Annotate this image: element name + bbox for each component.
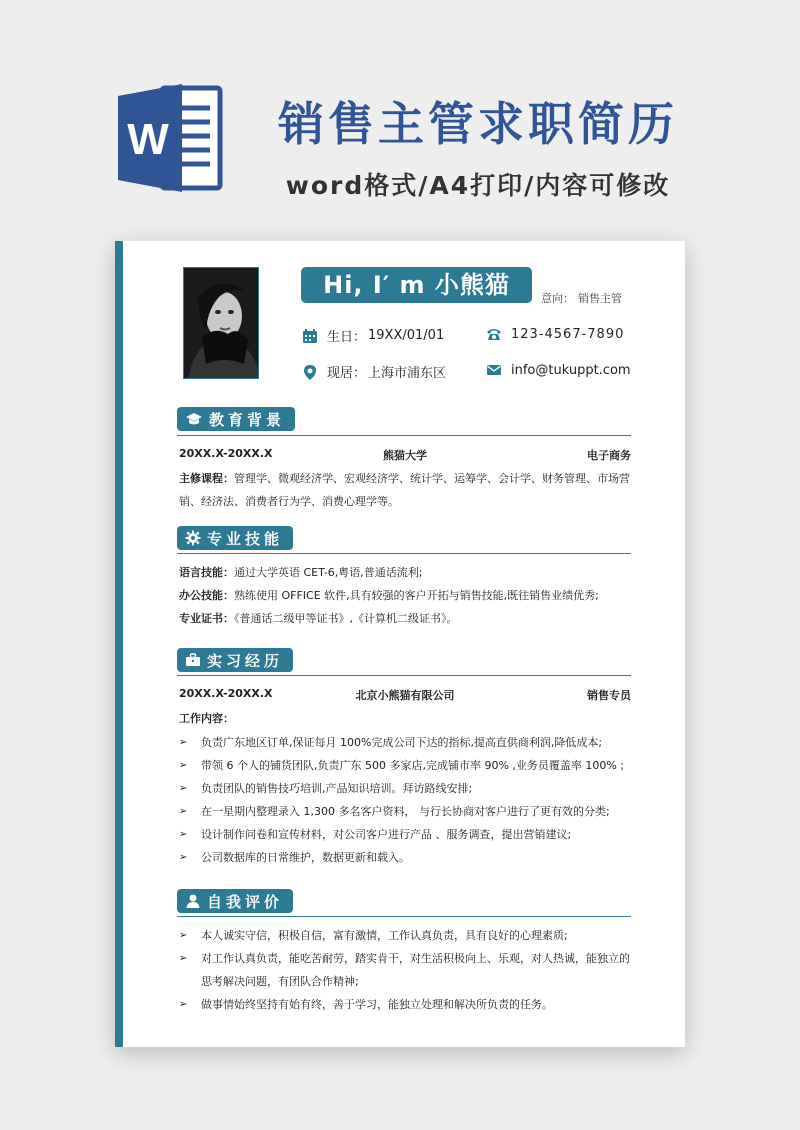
bullet-text: 在一星期内整理录入 1,300 多名客户资料， 与行长协商对客户进行了更有效的分类;: [201, 805, 610, 818]
greeting-name: Hi, I′ m 小熊猫: [301, 267, 532, 303]
phone-info: [486, 326, 624, 342]
list-item: ➢ 公司数据库的日常维护，数据更新和载入。: [179, 846, 635, 869]
education-major: 电子商务: [587, 449, 631, 462]
birth-label: 生日：: [327, 330, 367, 345]
skill-label: 专业证书：: [179, 612, 234, 625]
education-period: 20XX.X-20XX.X: [179, 447, 273, 460]
bullet-text: 带领 6 个人的铺货团队,负责广东 500 多家店,完成铺市率 90% ,业务员覆盖率 100% ;: [201, 759, 625, 772]
internship-title: 实习经历: [207, 651, 284, 670]
evaluation-bullets: [179, 924, 635, 1016]
internship-position: 销售专员: [587, 689, 631, 702]
birth-info: [302, 326, 444, 345]
skill-label: 办公技能：: [179, 589, 234, 602]
skills-heading: [177, 526, 293, 550]
skill-certificate: [179, 607, 631, 630]
bullet-text: 负责广东地区订单,保证每月 100%完成公司下达的指标,提高直供商利润,降低成本;: [201, 736, 603, 749]
bullet-text: 本人诚实守信，积极自信，富有激情，工作认真负责，具有良好的心理素质;: [201, 929, 568, 942]
intent-value: 销售主管: [578, 292, 622, 305]
skill-text: 《普通话二级甲等证书》,《计算机二级证书》。: [234, 612, 458, 625]
list-item: ➢ 带领 6 个人的铺货团队,负责广东 500 多家店,完成铺市率 90% ,业务员覆盖率 100% ;: [179, 754, 635, 777]
skill-language: [179, 561, 631, 584]
phone-value: 123-4567-7890: [511, 326, 625, 342]
bullet-text: 公司数据库的日常维护，数据更新和载入。: [201, 851, 410, 864]
phone-icon: [486, 326, 502, 342]
list-item: ➢ 做事情始终坚持有始有终，善于学习，能独立处理和解决所负责的任务。: [179, 993, 635, 1016]
education-divider: [177, 435, 631, 436]
education-row: [179, 447, 631, 463]
email-value: info@tukuppt.com: [511, 362, 631, 378]
courses-label: 主修课程：: [179, 472, 234, 485]
internship-bullets: [179, 731, 635, 869]
calendar-icon: [302, 328, 318, 344]
evaluation-title: 自我评价: [207, 892, 284, 911]
list-item: ➢ 负责团队的销售技巧培训,产品知识培训。拜访路线安排;: [179, 777, 635, 800]
internship-heading: [177, 648, 293, 672]
resume-page: [115, 241, 685, 1047]
location-label: 现居：: [327, 366, 367, 381]
skill-text: 通过大学英语 CET-6,粤语,普通话流利;: [234, 566, 423, 579]
education-school: 熊猫大学: [383, 449, 427, 462]
job-intent: [541, 290, 622, 306]
gear-icon: [185, 530, 201, 546]
list-item: ➢ 设计制作问卷和宣传材料，对公司客户进行产品 、服务调查，提出营销建议;: [179, 823, 635, 846]
location-value: 上海市浦东区: [368, 366, 447, 381]
bullet-text: 负责团队的销售技巧培训,产品知识培训。拜访路线安排;: [201, 782, 473, 795]
skill-text: 熟练使用 OFFICE 软件,具有较强的客户开拓与销售技能,既往销售业绩优秀;: [234, 589, 599, 602]
courses-text: 管理学、微观经济学、宏观经济学、统计学、运筹学、会计学、财务管理、市场营销、经济法、消费者行为学、消费心理学等。: [179, 472, 630, 508]
bullet-text: 对工作认真负责，能吃苦耐劳，踏实肯干，对生活积极向上、乐观，对人热诚，能独立的思考解决问题，有团队合作精神;: [201, 952, 630, 988]
list-item: ➢ 在一星期内整理录入 1,300 多名客户资料， 与行长协商对客户进行了更有效的分类;: [179, 800, 635, 823]
internship-period: 20XX.X-20XX.X: [179, 687, 273, 700]
internship-row: [179, 687, 631, 703]
bullet-text: 做事情始终坚持有始有终，善于学习，能独立处理和解决所负责的任务。: [201, 998, 553, 1011]
bullet-text: 设计制作问卷和宣传材料，对公司客户进行产品 、服务调查，提出营销建议;: [201, 828, 572, 841]
skill-label: 语言技能：: [179, 566, 234, 579]
evaluation-heading: [177, 889, 293, 913]
location-info: [302, 362, 446, 381]
birth-value: 19XX/01/01: [368, 328, 445, 343]
education-title: 教育背景: [209, 410, 286, 429]
banner-subtitle: word格式/A4打印/内容可修改: [285, 171, 671, 200]
briefcase-icon: [185, 652, 201, 668]
location-pin-icon: [302, 364, 318, 380]
education-heading: [177, 407, 295, 431]
svg-text:W: W: [127, 115, 169, 164]
education-courses: [179, 467, 631, 513]
list-item: ➢ 对工作认真负责，能吃苦耐劳，踏实肯干，对生活积极向上、乐观，对人热诚，能独立的思考解决问题，有团队合作精神;: [179, 947, 635, 993]
internship-divider: [177, 675, 631, 676]
skills-title: 专业技能: [207, 529, 284, 548]
internship-company: 北京小熊猫有限公司: [355, 689, 455, 702]
user-icon: [185, 893, 201, 909]
evaluation-divider: [177, 916, 631, 917]
graduation-cap-icon: [185, 411, 203, 427]
skills-list: [179, 561, 631, 630]
word-icon: [116, 82, 226, 194]
work-content-label: 工作内容：: [179, 712, 234, 725]
skill-office: [179, 584, 631, 607]
email-info: [486, 362, 631, 378]
intent-label: 意向：: [541, 292, 574, 305]
mail-icon: [486, 362, 502, 378]
banner-title: 销售主管求职简历: [278, 97, 678, 151]
list-item: ➢ 本人诚实守信，积极自信，富有激情，工作认真负责，具有良好的心理素质;: [179, 924, 635, 947]
list-item: ➢ 负责广东地区订单,保证每月 100%完成公司下达的指标,提高直供商利润,降低成本;: [179, 731, 635, 754]
profile-photo: [183, 267, 259, 379]
skills-divider: [177, 553, 631, 554]
side-accent-bar: [115, 241, 123, 1047]
